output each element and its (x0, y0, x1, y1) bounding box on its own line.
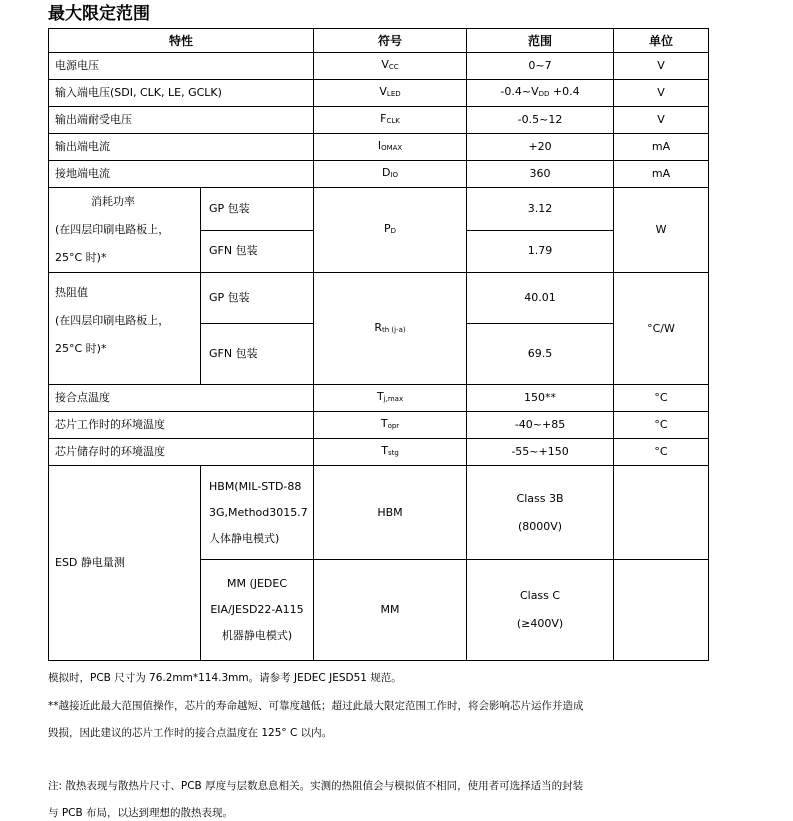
row-name: 输入端电压(SDI, CLK, LE, GCLK) (49, 80, 314, 107)
row-range: +20 (467, 134, 614, 161)
table-row (49, 80, 709, 107)
row-name: 输出端耐受电压 (49, 107, 314, 134)
table-row (49, 412, 709, 439)
row-unit: °C (614, 412, 709, 439)
package-label: GFN 包装 (201, 324, 314, 385)
row-name: 芯片储存时的环境温度 (49, 439, 314, 466)
esd-mm-label: MM (JEDEC EIA/JESD22-A115 机器静电模式) (201, 560, 314, 661)
row-range: -0.5~12 (467, 107, 614, 134)
page-title: 最大限定范围 (48, 4, 150, 24)
row-symbol: Topr (314, 412, 467, 439)
row-range: 40.01 (467, 273, 614, 324)
row-unit: W (614, 188, 709, 273)
row-range: -40~+85 (467, 412, 614, 439)
row-range: -55~+150 (467, 439, 614, 466)
table-row (49, 107, 709, 134)
package-label: GP 包装 (201, 273, 314, 324)
absolute-max-ratings-table (48, 28, 709, 661)
table-row (49, 53, 709, 80)
row-name: 电源电压 (49, 53, 314, 80)
row-unit: V (614, 80, 709, 107)
row-unit: °C/W (614, 273, 709, 385)
row-range: 360 (467, 161, 614, 188)
table-row (49, 161, 709, 188)
row-unit (614, 560, 709, 661)
row-unit: mA (614, 161, 709, 188)
row-symbol: PD (314, 188, 467, 273)
row-unit: V (614, 53, 709, 80)
row-symbol: HBM (314, 466, 467, 560)
row-range: Class 3B (8000V) (467, 466, 614, 560)
row-range: -0.4~VDD +0.4 (467, 80, 614, 107)
row-name: 热阻值 (在四层印刷电路板上， 25°C 时)* (49, 273, 201, 385)
row-symbol: VCC (314, 53, 467, 80)
row-name: 接合点温度 (49, 385, 314, 412)
row-range: 1.79 (467, 230, 614, 273)
table-row (49, 134, 709, 161)
row-symbol: MM (314, 560, 467, 661)
row-symbol: Tstg (314, 439, 467, 466)
row-symbol: Tj,max (314, 385, 467, 412)
table-row (49, 385, 709, 412)
package-label: GP 包装 (201, 188, 314, 231)
row-range: 0~7 (467, 53, 614, 80)
row-name: ESD 静电量测 (49, 466, 201, 661)
row-name: 输出端电流 (49, 134, 314, 161)
note-simulation: 模拟时，PCB 尺寸为 76.2mm*114.3mm。请参考 JEDEC JESD51 规范。 (48, 672, 402, 684)
row-unit: V (614, 107, 709, 134)
header-range: 范围 (467, 29, 614, 53)
row-unit: mA (614, 134, 709, 161)
package-label: GFN 包装 (201, 230, 314, 273)
note-warning-line1: **越接近此最大范围值操作，芯片的寿命越短、可靠度越低；超过此最大限定范围工作时，将会影响芯片运作并造成 (48, 700, 584, 712)
header-row (49, 29, 709, 53)
row-name: 接地端电流 (49, 161, 314, 188)
header-unit: 单位 (614, 29, 709, 53)
row-name: 芯片工作时的环境温度 (49, 412, 314, 439)
table-row (49, 439, 709, 466)
row-name: 消耗功率 (在四层印刷电路板上， 25°C 时)* (49, 188, 201, 273)
row-range: 150** (467, 385, 614, 412)
note-thermal-line2: 与 PCB 布局，以达到理想的散热表现。 (48, 807, 234, 819)
row-symbol: Rth (j-a) (314, 273, 467, 385)
table-row (49, 188, 709, 231)
table-row (49, 466, 709, 560)
row-unit (614, 466, 709, 560)
row-symbol: IOMAX (314, 134, 467, 161)
table-row (49, 273, 709, 324)
header-characteristic: 特性 (49, 29, 314, 53)
esd-hbm-label: HBM(MIL-STD-88 3G,Method3015.7 人体静电模式) (201, 466, 314, 560)
row-range: 3.12 (467, 188, 614, 231)
row-unit: °C (614, 385, 709, 412)
note-thermal-line1: 注: 散热表现与散热片尺寸、PCB 厚度与层数息息相关。实测的热阻值会与模拟值不相同，使用者可选择适当的封装 (48, 780, 584, 792)
row-symbol: DIO (314, 161, 467, 188)
row-symbol: VLED (314, 80, 467, 107)
row-range: Class C (≥400V) (467, 560, 614, 661)
row-range: 69.5 (467, 324, 614, 385)
note-warning-line2: 毁损，因此建议的芯片工作时的接合点温度在 125° C 以内。 (48, 727, 333, 739)
row-symbol: FCLK (314, 107, 467, 134)
header-symbol: 符号 (314, 29, 467, 53)
row-unit: °C (614, 439, 709, 466)
